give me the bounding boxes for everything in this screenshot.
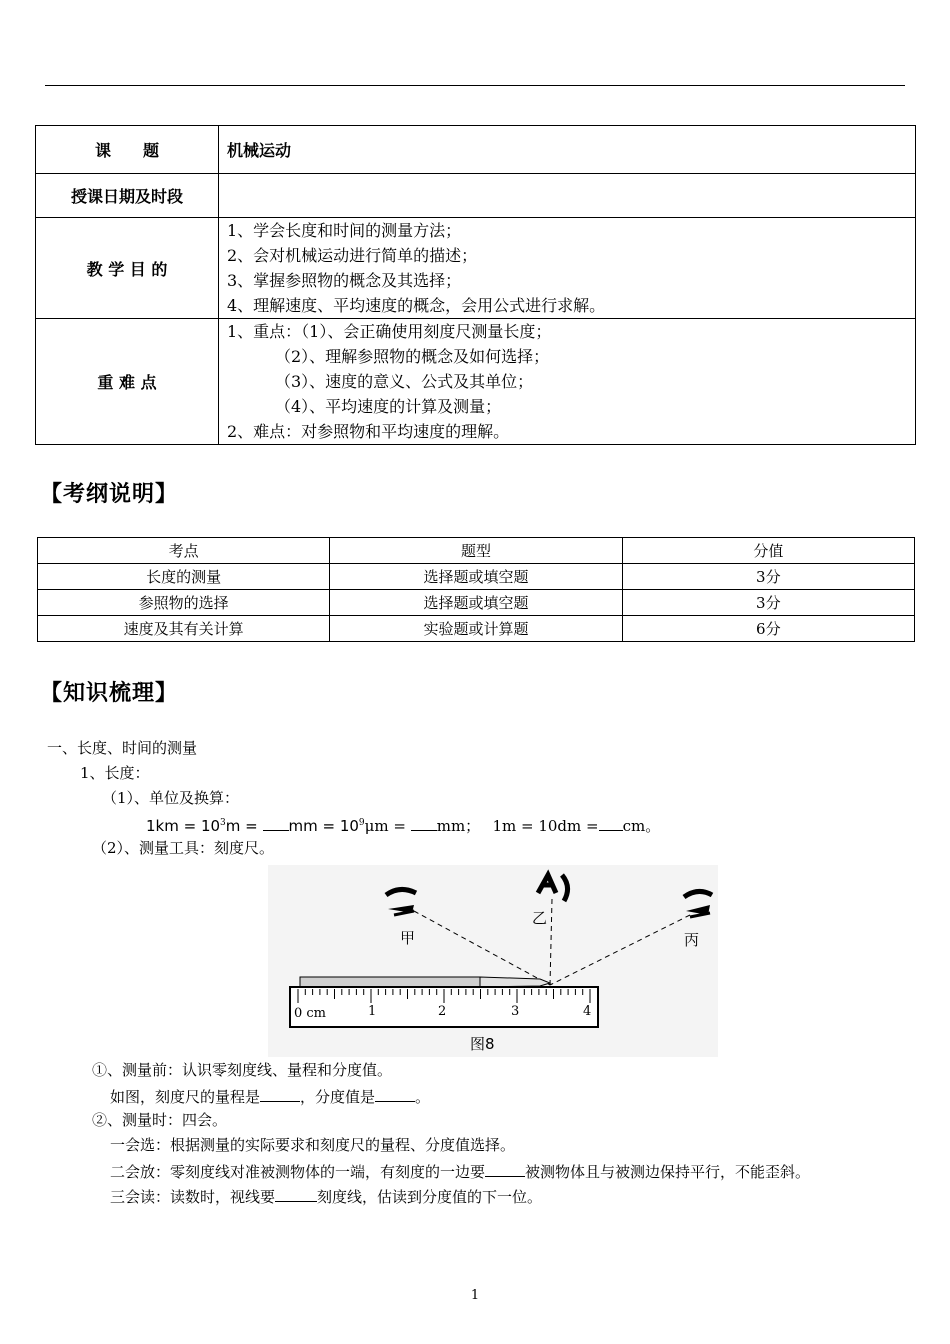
blank-range[interactable] xyxy=(260,1085,300,1102)
section-knowledge-heading: 【知识梳理】 xyxy=(40,681,179,706)
goal-line: 4、理解速度、平均速度的概念，会用公式进行求解。 xyxy=(227,296,606,315)
goals-label: 教 学 目 的 xyxy=(36,218,219,319)
exam-cell: 3分 xyxy=(622,564,914,590)
eye-yi-icon xyxy=(538,875,568,901)
lesson-info-table xyxy=(35,125,916,445)
label-bing: 丙 xyxy=(684,931,700,949)
exam-cell: 速度及其有关计算 xyxy=(38,616,330,642)
title-value: 机械运动 xyxy=(219,126,916,174)
exam-cell: 实验题或计算题 xyxy=(330,616,622,642)
exam-header: 考点 xyxy=(38,538,330,564)
blank-perpendicular[interactable] xyxy=(275,1185,317,1202)
tick-label-3: 3 xyxy=(511,1004,520,1019)
sight-line-jia xyxy=(414,911,550,985)
eye-bing-icon xyxy=(684,891,712,917)
goal-line: 3、掌握参照物的概念及其选择； xyxy=(227,271,462,290)
blank-mm[interactable] xyxy=(263,814,289,831)
heading-length: 1、长度： xyxy=(80,764,150,782)
exam-cell: 选择题或填空题 xyxy=(330,564,622,590)
date-value xyxy=(219,174,916,218)
exam-cell: 3分 xyxy=(622,590,914,616)
exam-cell: 参照物的选择 xyxy=(38,590,330,616)
key-line: （2）、理解参照物的概念及如何选择； xyxy=(275,347,550,366)
tick-label-0: 0 cm xyxy=(294,1006,327,1021)
unit-conversion: $1km = 10^3m$ = mm = $10^9\mu m$ = mm； 1m = 10dm = cm。 xyxy=(146,813,660,836)
exam-header: 分值 xyxy=(622,538,914,564)
tick-label-4: 4 xyxy=(583,1004,592,1019)
heading-units: （1）、单位及换算： xyxy=(102,789,240,807)
rule-choose: 一会选：根据测量的实际要求和刻度尺的量程、分度值选择。 xyxy=(110,1136,516,1154)
title-label: 课 题 xyxy=(36,126,219,174)
sight-line-yi xyxy=(550,899,552,985)
goal-line: 1、学会长度和时间的测量方法； xyxy=(227,221,462,240)
keys-label: 重 难 点 xyxy=(36,319,219,445)
blank-um-mm[interactable] xyxy=(411,814,437,831)
ruler-figure xyxy=(268,865,718,1057)
exam-header: 题型 xyxy=(330,538,622,564)
step-during: ②、测量时：四会。 xyxy=(92,1111,228,1129)
key-line: （4）、平均速度的计算及测量； xyxy=(275,397,502,416)
ruler-diagram xyxy=(268,865,718,1057)
tick-label-1: 1 xyxy=(368,1004,377,1019)
heading-measurement: 一、长度、时间的测量 xyxy=(47,739,198,757)
date-label: 授课日期及时段 xyxy=(36,174,219,218)
exam-table xyxy=(37,537,915,642)
step-before: ①、测量前：认识零刻度线、量程和分度值。 xyxy=(92,1061,393,1079)
key-line: （3）、速度的意义、公式及其单位； xyxy=(275,372,534,391)
exam-cell: 长度的测量 xyxy=(38,564,330,590)
question-range: 如图，刻度尺的量程是 ，分度值是 。 xyxy=(110,1085,430,1107)
heading-tool: （2）、测量工具：刻度尺。 xyxy=(92,839,275,857)
figure-caption: 图8 xyxy=(470,1035,495,1053)
rule-read: 三会读：读数时，视线要 刻度线，估读到分度值的下一位。 xyxy=(110,1185,542,1207)
blank-against[interactable] xyxy=(485,1160,525,1177)
blank-cm[interactable] xyxy=(599,814,623,831)
rule-place: 二会放：零刻度线对准被测物体的一端，有刻度的一边要 被测物体且与被测边保持平行，不能歪斜。 xyxy=(110,1160,810,1182)
key-line: 2、难点：对参照物和平均速度的理解。 xyxy=(227,422,510,441)
eye-jia-icon xyxy=(386,889,416,915)
exam-cell: 选择题或填空题 xyxy=(330,590,622,616)
tick-label-2: 2 xyxy=(438,1004,447,1019)
key-line: 1、重点：（1）、会正确使用刻度尺测量长度； xyxy=(227,322,552,341)
blank-division[interactable] xyxy=(375,1085,415,1102)
measured-object xyxy=(300,977,480,987)
sight-line-bing xyxy=(550,915,690,985)
exam-cell: 6分 xyxy=(622,616,914,642)
section-exam-heading: 【考纲说明】 xyxy=(40,482,179,507)
header-rule xyxy=(45,85,905,86)
keys-value xyxy=(219,319,916,445)
goal-line: 2、会对机械运动进行简单的描述； xyxy=(227,246,478,265)
label-jia: 甲 xyxy=(400,929,416,947)
goals-value xyxy=(219,218,916,319)
label-yi: 乙 xyxy=(532,909,548,927)
page-number: 1 xyxy=(470,1288,480,1303)
